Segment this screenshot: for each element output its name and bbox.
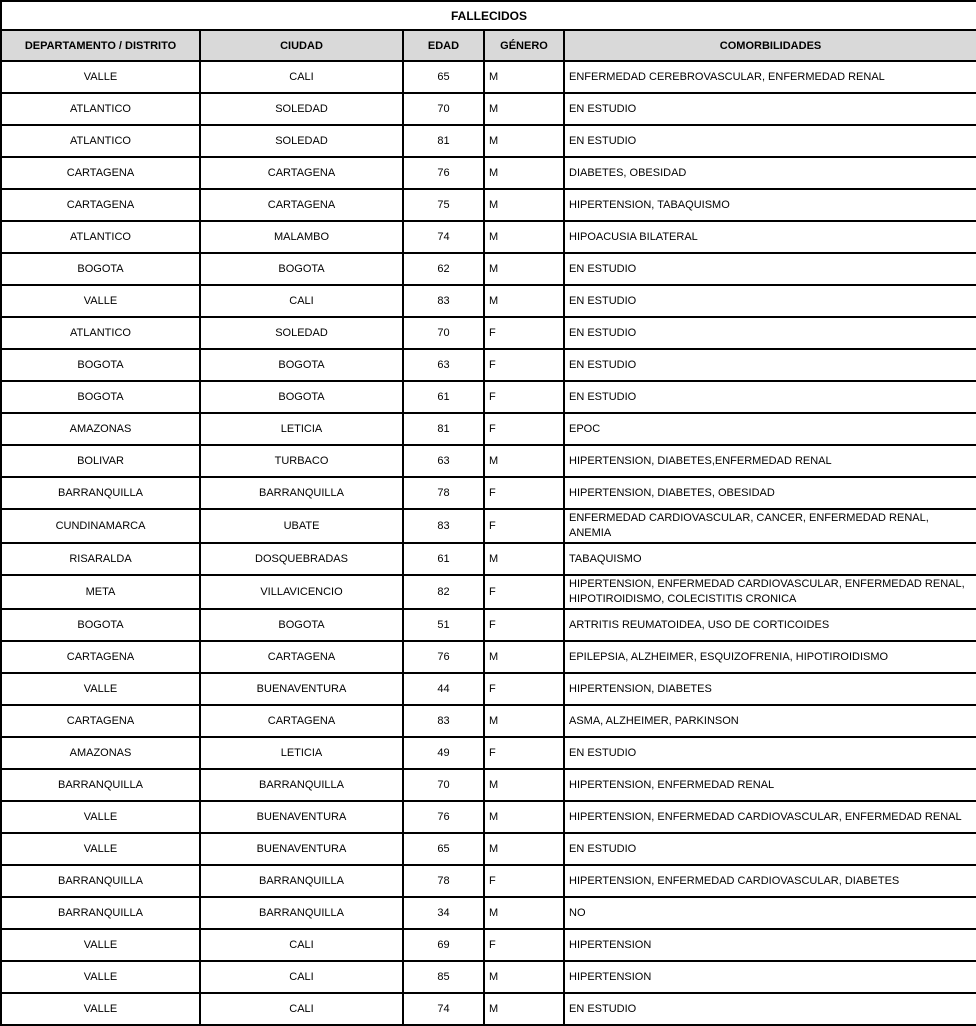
cell-ciudad: CARTAGENA	[200, 641, 403, 673]
cell-edad: 69	[403, 929, 484, 961]
cell-edad: 76	[403, 641, 484, 673]
cell-comorbilidades: ENFERMEDAD CEREBROVASCULAR, ENFERMEDAD RENAL	[564, 61, 976, 93]
table-row	[1, 445, 976, 477]
cell-ciudad: VILLAVICENCIO	[200, 575, 403, 609]
cell-genero: M	[484, 769, 564, 801]
cell-edad: 65	[403, 833, 484, 865]
cell-comorbilidades: EPILEPSIA, ALZHEIMER, ESQUIZOFRENIA, HIPOTIROIDISMO	[564, 641, 976, 673]
cell-comorbilidades: ARTRITIS REUMATOIDEA, USO DE CORTICOIDES	[564, 609, 976, 641]
cell-genero: M	[484, 125, 564, 157]
cell-genero: M	[484, 285, 564, 317]
cell-departamento-distrito: BARRANQUILLA	[1, 897, 200, 929]
table-row	[1, 317, 976, 349]
cell-ciudad: CARTAGENA	[200, 705, 403, 737]
table-row	[1, 221, 976, 253]
cell-edad: 49	[403, 737, 484, 769]
table-row	[1, 769, 976, 801]
cell-ciudad: CARTAGENA	[200, 189, 403, 221]
cell-departamento-distrito: ATLANTICO	[1, 221, 200, 253]
cell-departamento-distrito: BOGOTA	[1, 349, 200, 381]
cell-ciudad: CALI	[200, 285, 403, 317]
cell-edad: 85	[403, 961, 484, 993]
cell-ciudad: TURBACO	[200, 445, 403, 477]
cell-comorbilidades: EN ESTUDIO	[564, 285, 976, 317]
cell-departamento-distrito: BOGOTA	[1, 609, 200, 641]
cell-edad: 51	[403, 609, 484, 641]
cell-comorbilidades: HIPERTENSION, ENFERMEDAD CARDIOVASCULAR, DIABETES	[564, 865, 976, 897]
cell-edad: 70	[403, 93, 484, 125]
cell-edad: 62	[403, 253, 484, 285]
table-row	[1, 285, 976, 317]
table-row	[1, 381, 976, 413]
cell-edad: 83	[403, 705, 484, 737]
cell-comorbilidades: EN ESTUDIO	[564, 381, 976, 413]
cell-genero: M	[484, 961, 564, 993]
header-comorbilidades: COMORBILIDADES	[564, 30, 976, 61]
cell-edad: 81	[403, 125, 484, 157]
cell-genero: F	[484, 575, 564, 609]
cell-ciudad: BARRANQUILLA	[200, 897, 403, 929]
cell-genero: F	[484, 609, 564, 641]
cell-ciudad: LETICIA	[200, 737, 403, 769]
cell-edad: 81	[403, 413, 484, 445]
cell-genero: M	[484, 801, 564, 833]
cell-ciudad: BARRANQUILLA	[200, 865, 403, 897]
table-row	[1, 929, 976, 961]
cell-comorbilidades: EN ESTUDIO	[564, 93, 976, 125]
cell-genero: M	[484, 61, 564, 93]
cell-edad: 83	[403, 509, 484, 543]
cell-edad: 61	[403, 381, 484, 413]
cell-genero: F	[484, 929, 564, 961]
cell-ciudad: CALI	[200, 61, 403, 93]
cell-departamento-distrito: BARRANQUILLA	[1, 865, 200, 897]
cell-genero: F	[484, 865, 564, 897]
table-row	[1, 125, 976, 157]
cell-ciudad: MALAMBO	[200, 221, 403, 253]
cell-genero: M	[484, 157, 564, 189]
cell-departamento-distrito: BOLIVAR	[1, 445, 200, 477]
table-row	[1, 641, 976, 673]
cell-genero: F	[484, 509, 564, 543]
cell-departamento-distrito: CUNDINAMARCA	[1, 509, 200, 543]
cell-departamento-distrito: ATLANTICO	[1, 125, 200, 157]
cell-comorbilidades: EN ESTUDIO	[564, 833, 976, 865]
cell-genero: F	[484, 349, 564, 381]
cell-departamento-distrito: BOGOTA	[1, 381, 200, 413]
cell-comorbilidades: HIPERTENSION, DIABETES, OBESIDAD	[564, 477, 976, 509]
cell-ciudad: BOGOTA	[200, 381, 403, 413]
cell-genero: M	[484, 93, 564, 125]
cell-departamento-distrito: AMAZONAS	[1, 413, 200, 445]
header-ciudad: CIUDAD	[200, 30, 403, 61]
cell-edad: 70	[403, 769, 484, 801]
cell-edad: 83	[403, 285, 484, 317]
table-row	[1, 253, 976, 285]
cell-departamento-distrito: BARRANQUILLA	[1, 477, 200, 509]
table-row	[1, 673, 976, 705]
cell-comorbilidades: NO	[564, 897, 976, 929]
cell-comorbilidades: HIPERTENSION, DIABETES	[564, 673, 976, 705]
table-row	[1, 609, 976, 641]
cell-ciudad: CARTAGENA	[200, 157, 403, 189]
cell-departamento-distrito: CARTAGENA	[1, 705, 200, 737]
header-departamento-distrito: DEPARTAMENTO / DISTRITO	[1, 30, 200, 61]
cell-departamento-distrito: VALLE	[1, 801, 200, 833]
cell-ciudad: BOGOTA	[200, 609, 403, 641]
table-row	[1, 413, 976, 445]
cell-ciudad: DOSQUEBRADAS	[200, 543, 403, 575]
cell-ciudad: CALI	[200, 961, 403, 993]
cell-edad: 65	[403, 61, 484, 93]
cell-genero: F	[484, 317, 564, 349]
cell-edad: 70	[403, 317, 484, 349]
table-row	[1, 737, 976, 769]
cell-comorbilidades: HIPERTENSION, ENFERMEDAD CARDIOVASCULAR, ENFERMEDAD RENAL	[564, 801, 976, 833]
table-title: FALLECIDOS	[1, 1, 976, 30]
table-row	[1, 349, 976, 381]
cell-comorbilidades: EN ESTUDIO	[564, 349, 976, 381]
cell-departamento-distrito: VALLE	[1, 833, 200, 865]
cell-ciudad: BUENAVENTURA	[200, 801, 403, 833]
cell-ciudad: CALI	[200, 993, 403, 1025]
cell-genero: M	[484, 993, 564, 1025]
cell-ciudad: UBATE	[200, 509, 403, 543]
cell-genero: M	[484, 543, 564, 575]
table-row	[1, 961, 976, 993]
header-genero: GÉNERO	[484, 30, 564, 61]
cell-ciudad: BOGOTA	[200, 253, 403, 285]
cell-ciudad: CALI	[200, 929, 403, 961]
cell-ciudad: BUENAVENTURA	[200, 833, 403, 865]
cell-genero: M	[484, 221, 564, 253]
cell-ciudad: BUENAVENTURA	[200, 673, 403, 705]
cell-departamento-distrito: BOGOTA	[1, 253, 200, 285]
cell-genero: F	[484, 477, 564, 509]
cell-comorbilidades: HIPOACUSIA BILATERAL	[564, 221, 976, 253]
table-row	[1, 157, 976, 189]
cell-departamento-distrito: CARTAGENA	[1, 641, 200, 673]
table-row	[1, 189, 976, 221]
cell-comorbilidades: EN ESTUDIO	[564, 737, 976, 769]
cell-genero: F	[484, 673, 564, 705]
cell-ciudad: SOLEDAD	[200, 93, 403, 125]
table-row	[1, 801, 976, 833]
cell-edad: 74	[403, 993, 484, 1025]
cell-comorbilidades: HIPERTENSION	[564, 961, 976, 993]
header-row	[1, 30, 976, 61]
cell-ciudad: SOLEDAD	[200, 317, 403, 349]
cell-ciudad: LETICIA	[200, 413, 403, 445]
cell-genero: M	[484, 445, 564, 477]
cell-comorbilidades: ENFERMEDAD CARDIOVASCULAR, CANCER, ENFERMEDAD RENAL, ANEMIA	[564, 509, 976, 543]
cell-genero: M	[484, 253, 564, 285]
header-edad: EDAD	[403, 30, 484, 61]
cell-comorbilidades: HIPERTENSION, ENFERMEDAD RENAL	[564, 769, 976, 801]
cell-departamento-distrito: ATLANTICO	[1, 93, 200, 125]
cell-edad: 34	[403, 897, 484, 929]
cell-ciudad: BOGOTA	[200, 349, 403, 381]
cell-departamento-distrito: VALLE	[1, 285, 200, 317]
cell-edad: 74	[403, 221, 484, 253]
cell-departamento-distrito: VALLE	[1, 673, 200, 705]
cell-genero: M	[484, 897, 564, 929]
table-row	[1, 993, 976, 1025]
cell-departamento-distrito: RISARALDA	[1, 543, 200, 575]
cell-genero: F	[484, 737, 564, 769]
cell-genero: M	[484, 833, 564, 865]
cell-edad: 76	[403, 157, 484, 189]
cell-ciudad: BARRANQUILLA	[200, 477, 403, 509]
cell-ciudad: BARRANQUILLA	[200, 769, 403, 801]
cell-comorbilidades: HIPERTENSION	[564, 929, 976, 961]
cell-comorbilidades: EN ESTUDIO	[564, 125, 976, 157]
cell-genero: F	[484, 413, 564, 445]
cell-edad: 61	[403, 543, 484, 575]
table-row	[1, 865, 976, 897]
cell-edad: 75	[403, 189, 484, 221]
table-row	[1, 575, 976, 609]
cell-comorbilidades: HIPERTENSION, TABAQUISMO	[564, 189, 976, 221]
table-row	[1, 93, 976, 125]
cell-ciudad: SOLEDAD	[200, 125, 403, 157]
cell-departamento-distrito: VALLE	[1, 993, 200, 1025]
cell-departamento-distrito: META	[1, 575, 200, 609]
cell-edad: 78	[403, 865, 484, 897]
cell-departamento-distrito: ATLANTICO	[1, 317, 200, 349]
cell-genero: M	[484, 705, 564, 737]
table-row	[1, 705, 976, 737]
cell-comorbilidades: HIPERTENSION, ENFERMEDAD CARDIOVASCULAR, ENFERMEDAD RENAL, HIPOTIROIDISMO, COLECISTITIS CRONICA	[564, 575, 976, 609]
cell-comorbilidades: EN ESTUDIO	[564, 253, 976, 285]
cell-edad: 78	[403, 477, 484, 509]
cell-departamento-distrito: VALLE	[1, 929, 200, 961]
cell-edad: 63	[403, 349, 484, 381]
cell-genero: M	[484, 189, 564, 221]
cell-comorbilidades: HIPERTENSION, DIABETES,ENFERMEDAD RENAL	[564, 445, 976, 477]
cell-comorbilidades: TABAQUISMO	[564, 543, 976, 575]
cell-departamento-distrito: VALLE	[1, 961, 200, 993]
cell-edad: 82	[403, 575, 484, 609]
cell-genero: F	[484, 381, 564, 413]
table-row	[1, 543, 976, 575]
cell-edad: 76	[403, 801, 484, 833]
cell-comorbilidades: EPOC	[564, 413, 976, 445]
cell-comorbilidades: EN ESTUDIO	[564, 993, 976, 1025]
cell-departamento-distrito: CARTAGENA	[1, 157, 200, 189]
cell-edad: 44	[403, 673, 484, 705]
table-row	[1, 833, 976, 865]
cell-comorbilidades: ASMA, ALZHEIMER, PARKINSON	[564, 705, 976, 737]
table-body	[1, 61, 976, 1025]
table-row	[1, 897, 976, 929]
table-row	[1, 477, 976, 509]
cell-edad: 63	[403, 445, 484, 477]
table-row	[1, 509, 976, 543]
cell-departamento-distrito: CARTAGENA	[1, 189, 200, 221]
cell-genero: M	[484, 641, 564, 673]
cell-comorbilidades: DIABETES, OBESIDAD	[564, 157, 976, 189]
title-row	[1, 1, 976, 30]
table-row	[1, 61, 976, 93]
cell-comorbilidades: EN ESTUDIO	[564, 317, 976, 349]
cell-departamento-distrito: AMAZONAS	[1, 737, 200, 769]
cell-departamento-distrito: VALLE	[1, 61, 200, 93]
cell-departamento-distrito: BARRANQUILLA	[1, 769, 200, 801]
